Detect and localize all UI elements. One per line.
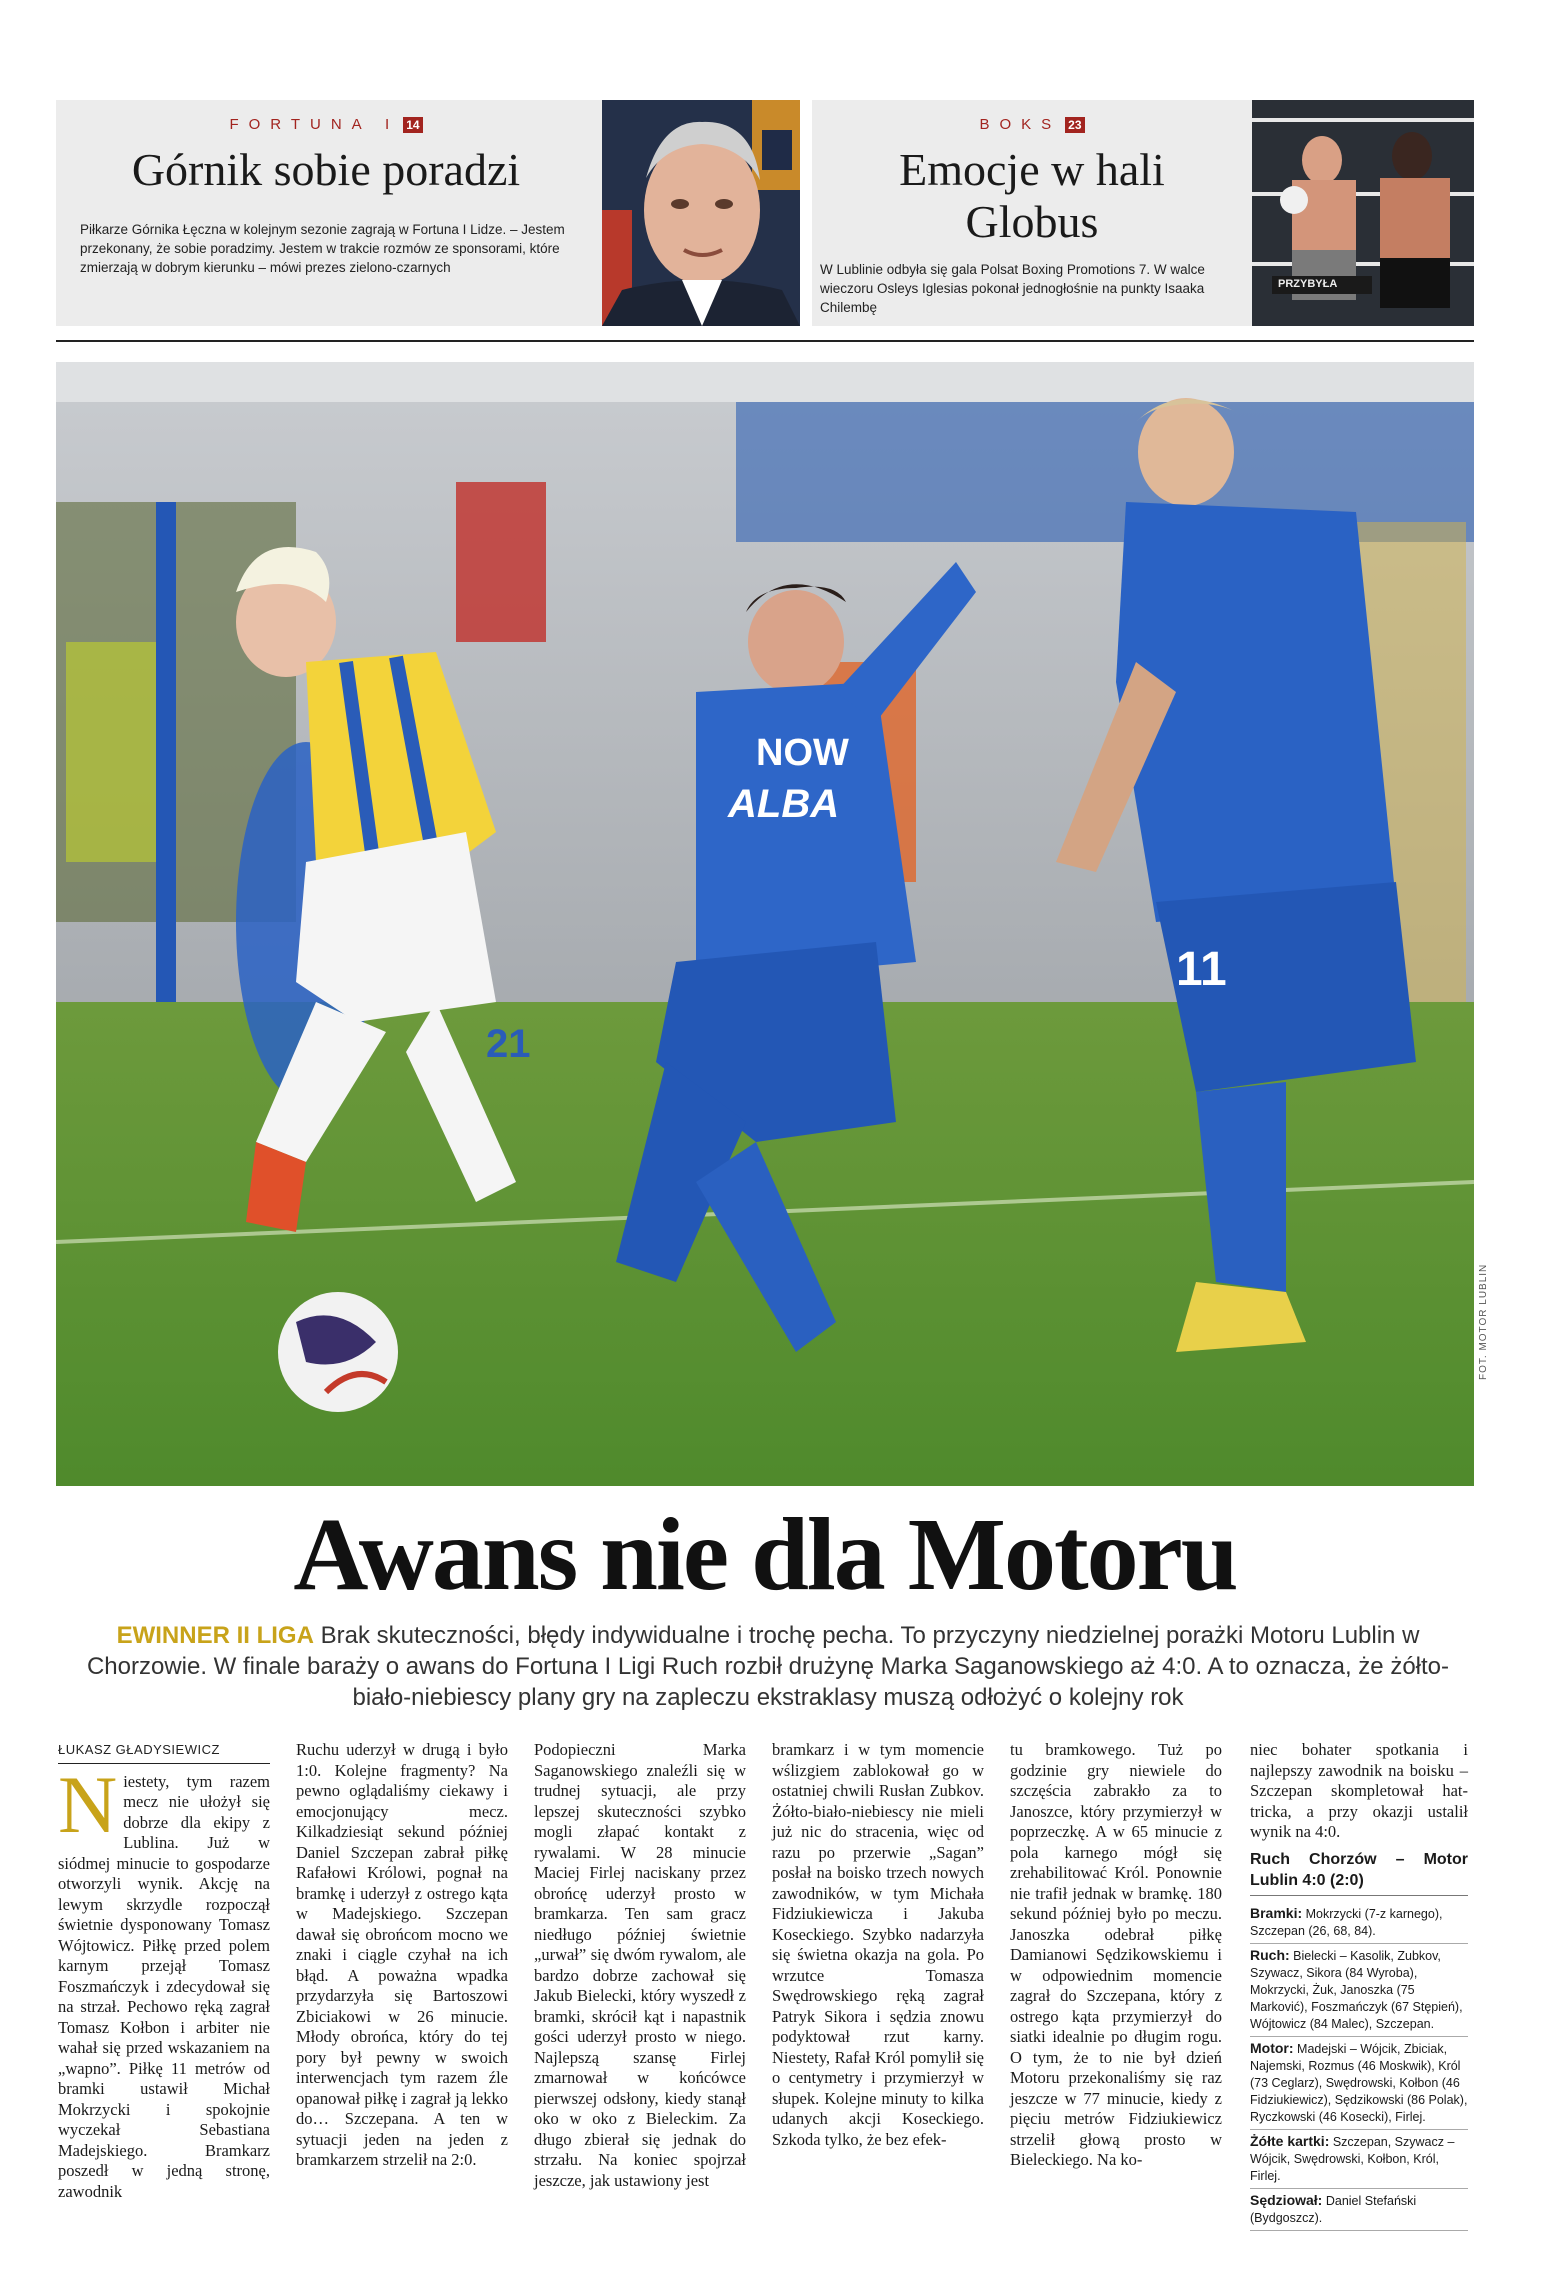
article-column-3: Podopieczni Marka Saganowskiego znaleźli się w trudnej sytuacji, ale przy lepszej skuteczności szybko mogli złapać kontakt z rywalami. W 28 minucie Maciej Firlej naciskany przez obrońcę uderzył prosto w bramkarza. Ten sam gracz niedługo później świetnie „urwał” się dwóm rywalom, ale bardzo dobrze zachował się Jakub Bielecki, który wyszedł z bramki, skrócił kąt i napastnik gości uderzył prosto w niego. Najlepszą szansę Firlej zmarnował w końcówce pierwszej odsłony, kiedy stanął oko w oko z Bieleckim. Za długo zbierał się jednak do strzału. Na koniec spojrzał jeszcze, jak ustawiony jest [534,1740,746,2190]
row-text: Daniel Stefański (Bydgoszcz). [1250,2193,1417,2225]
row-label: Motor: [1250,2039,1294,2056]
dropcap: N [58,1758,118,1850]
promo-right-section [812,116,1252,133]
byline: ŁUKASZ GŁADYSIEWICZ [58,1740,270,1764]
column-text: iestety, tym razem mecz nie ułożył się dobrze dla ekipy z Lublina. Już w siódmej minucie to gospodarze otworzyli wynik. Akcję na lewym skrzydle rozpoczął świetnie dysponowany Tomasz Wójtowicz. Piłkę przed polem karnym przejął Tomasz Foszmańczyk i zdecydował się na strzał. Pechowo ręką zagrał Tomasz Kołbon i arbiter nie wahał się przed wskazaniem na „wapno”. Piłkę 11 metrów od bramki ustawił Michał Mokrzycki i spokojnie wyczekał Sebastiana Madejskiego. Bramkarz poszedł w jedną stronę, zawodnik [58,1771,270,2201]
promo-right[interactable] [812,100,1474,326]
row-label: Żółte kartki: [1250,2132,1330,2149]
promo-right-title: Emocje w hali Globus [899,144,1165,247]
section-kicker: EWINNER II LIGA [116,1622,314,1649]
match-row-yellow-cards [1250,2130,1468,2189]
row-label: Sędziował: [1250,2191,1323,2208]
section-label: BOKS [979,116,1062,133]
column-text: niec bohater spotkania i najlepszy zawodnik na boisku – Szczepan skompletował hat-tricka, a przy okazji ustalił wynik na 4:0. [1250,1740,1468,1841]
boxing-ring-illustration [1252,100,1474,326]
promo-left-title: Górnik sobie poradzi [131,144,521,195]
row-text: Bielecki – Kasolik, Zubkov, Szywacz, Sikora (84 Wyroba), Mokrzycki, Żuk, Janoszka (75 Marković), Foszmańczyk (67 Stępień), Wójtowicz (84 Malec), Szczepan. [1250,1948,1463,2031]
article-headline: Awans nie dla Motoru [293,1497,1237,1612]
player-number: 11 [1176,943,1227,996]
article-column-2: Ruchu uderzył w drugą i było 1:0. Kolejne fragmenty? Na pewno oglądaliśmy ciekawy i emocjonujący mecz. Kilkadziesiąt sekund później Daniel Szczepan zabrał piłkę Rafałowi Królowi, pognał na bramkę i uderzył z ostrego kąta w Madejskiego. Szczepan dawał się obrońcom mocno we znaki i ciągle czyhał na ich błąd. A poważna wpadka przydarzyła się Bartoszowi Zbiciakowi w 26 minucie. Młody obrońca, który do tej pory był pewny w swoich interwencjach tym razem źle opanował piłkę i zagrał ją lekko do… Szczepana. A ten w sytuacji jeden na jeden z bramkarzem strzelił na 2:0. [296,1740,508,2169]
promo-right-description: W Lublinie odbyła się gala Polsat Boxing Promotions 7. W walce wieczoru Osleys Iglesias pokonał jednogłośnie na punkty Isaaka Chilembę [820,262,1205,315]
article-column-6 [1250,1740,1468,2231]
promo-left-photo [602,100,800,326]
match-row-motor [1250,2037,1468,2130]
match-row-referee [1250,2189,1468,2231]
promo-left-section [56,116,596,133]
man-portrait-illustration [602,100,800,326]
section-divider [56,340,1474,342]
photo-credit: FOT. MOTOR LUBLIN [1478,1263,1489,1380]
promo-right-photo [1252,100,1474,326]
football-match-illustration [56,362,1474,1486]
banner-text: PRZYBYŁA [1278,278,1338,290]
main-photo [56,362,1474,1486]
row-label: Bramki: [1250,1904,1303,1921]
article-column-4: bramkarz i w tym momencie wślizgiem zablokował go w ostatniej chwili Rusłan Zubkov. Żółto-biało-niebiescy nie mieli już nic do stracenia, więc od razu po przerwie „Sagan” posłał na boisko trzech nowych zawodników, w tym Michała Fidziukiewicza i Jakuba Koseckiego. Szybko nadarzyła się świetna okazja na gola. Po wrzutce Tomasza Swędrowskiego ręką zagrał Patryk Sikora i sędzia znowu podyktował rzut karny. Niestety, Rafał Król pomylił się o centymetry i przymierzył w słupek. Kolejne minuty to kilka udanych akcji Koseckiego. Szkoda tylko, że bez efek- [772,1740,984,2149]
page-number: 14 [403,117,422,133]
row-text: Mokrzycki (7-z karnego), Szczepan (26, 68, 84). [1250,1906,1443,1938]
section-label: FORTUNA I [229,116,400,133]
match-row-ruch [1250,1944,1468,2037]
promo-left-description: Piłkarze Górnika Łęczna w kolejnym sezonie zagrają w Fortuna I Lidze. – Jestem przekonany, że sobie poradzimy. Jestem w trakcie rozmów ze sponsorami, które zmierzają w dobrym kierunku – mówi prezes zielono-czarnych [80,222,565,275]
row-text: Madejski – Wójcik, Zbiciak, Najemski, Rozmus (46 Moskwik), Król (73 Ceglarz), Swędrowski, Kołbon (46 Fidziukiewicz), Sędzikowski (86 Polak), Ryczkowski (46 Kosecki), Firlej. [1250,2041,1468,2124]
lead-text: Brak skuteczności, błędy indywidualne i trochę pecha. To przyczyny niedzielnej porażki Motoru Lublin w Chorzowie. W finale baraży o awans do Fortuna I Ligi Ruch rozbił drużynę Marka Saganowskiego aż 4:0. A to oznacza, że żółto-biało-niebiescy plany gry na zapleczu ekstraklasy muszą odłożyć o kolejny rok [86,1622,1450,1711]
promo-left[interactable] [56,100,800,326]
shirt-number: 21 [486,1022,531,1066]
sponsor-now: NOW [756,732,849,774]
article-column-1 [58,1740,270,2202]
match-result-title: Ruch Chorzów – Motor Lublin 4:0 (2:0) [1250,1849,1468,1896]
page-number: 23 [1065,117,1084,133]
article-column-5: tu bramkowego. Tuż po godzinie gry niewiele do szczęścia zabrakło za to Janoszce, który przymierzył w poprzeczkę. A w 65 minucie z pola karnego mógł się zrehabilitować Król. Ponownie nie trafił jednak w bramkę. 180 sekund później było po meczu. Janoszka odebrał piłkę Damianowi Sędzikowskiemu i w odpowiednim momencie zagrał do Szczepana, który z ostrego kąta przymierzył do siatki idealnie po długim rogu. O tym, że to nie był dzień Motoru przekonaliśmy się raz jeszcze w 77 minucie, kiedy z pięciu metrów Fidziukiewicz strzelił głową prosto w Bieleckiego. Na ko- [1010,1740,1222,2169]
match-row-goals [1250,1902,1468,1944]
article-lead [78,1620,1458,1713]
row-label: Ruch: [1250,1946,1290,1963]
row-text: Szczepan, Szywacz – Wójcik, Swędrowski, Kołbon, Król, Firlej. [1250,2134,1455,2183]
sponsor-alba: ALBA [728,782,840,826]
